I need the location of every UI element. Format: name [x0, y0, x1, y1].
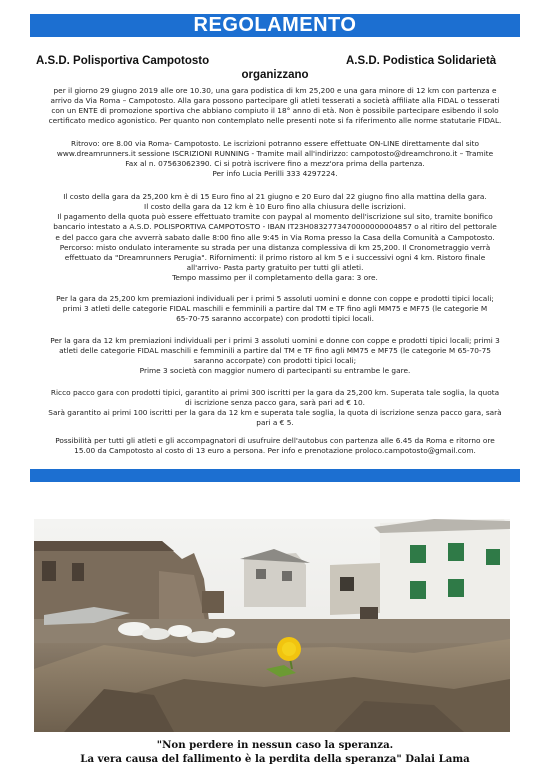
premi12-line: Per la gara da 12 km premiazioni individuali per i primi 3 assoluti uomini e donne con coppe e prodotti tipici locali; primi 3 — [50, 336, 500, 345]
premi12-line: saranno accorpate) con prodotti tipici locali; — [193, 356, 357, 366]
quote-line-2: La vera causa del fallimento è la perdita della speranza" Dalai Lama — [80, 753, 470, 765]
organizer-polisportiva: A.S.D. Polisportiva Campotosto — [36, 55, 210, 67]
premi25-line: primi 3 atleti delle categorie FIDAL maschili e femminili a partire dal TM e TF fino agli MM75 e MF75 (le categorie M — [62, 304, 488, 314]
costi-line: Il pagamento della quota può essere effettuato tramite con paypal al momento dell'iscrizione sul sito, tramite bonifico — [57, 212, 493, 222]
intro-line: arrivo da Via Roma – Campotosto. Alla gara possono partecipare gli atleti tesserati a società affiliate alla FIDAL o tesserati — [50, 96, 500, 106]
premi-25km-paragraph — [30, 294, 520, 324]
ritrovo-line: Ritrovo: ore 8.00 via Roma- Campotosto. Le iscrizioni potranno essere effettuate ON-LINE direttamente dal sito — [71, 139, 479, 148]
organizzano-label: organizzano — [241, 69, 309, 81]
costi-line: e del pacco gara che avverrà sabato dalle 8:00 fino alle 9:45 in Via Roma presso la Casa della Comunità a Campotosto. — [55, 232, 495, 242]
costi-line: bancario intestato a A.S.D. POLISPORTIVA CAMPOTOSTO - IBAN IT23H0832773470000000004857 o al ritiro del pettorale — [53, 222, 497, 232]
intro-line: per il giorno 29 giugno 2019 alle ore 10.30, una gara podistica di km 25,200 e una gara minore di 12 km con partenza e — [53, 86, 497, 95]
intro-paragraph — [30, 86, 520, 127]
organizer-podistica: A.S.D. Podistica Solidarietà — [346, 55, 497, 67]
pacco-line: di iscrizione senza pacco gara, sarà pari ad € 10. — [185, 398, 365, 408]
costi-paragraph — [30, 192, 520, 283]
blue-divider-bar — [30, 469, 520, 482]
ritrovo-paragraph — [30, 139, 520, 180]
bus-line: Possibilità per tutti gli atleti e gli accompagnatori di usufruire dell'autobus con partenza alle 6.45 da Roma e ritorno ore — [55, 436, 495, 445]
pacco-line: pari a € 5. — [256, 418, 294, 428]
ruined-village-photo — [34, 519, 510, 732]
pacco-gara-paragraph — [30, 388, 520, 429]
autobus-paragraph — [30, 436, 520, 456]
title-banner: REGOLAMENTO — [30, 14, 520, 37]
premi12-line: Prime 3 società con maggior numero di partecipanti su entrambe le gare. — [139, 366, 411, 376]
pacco-line: Ricco pacco gara con prodotti tipici, garantito ai primi 300 iscritti per la gara da 25,200 km. Superata tale soglia, la quota — [50, 388, 500, 397]
premi12-line: atleti delle categorie FIDAL maschili e femminili a partire dal TM e TF fino agli MM75 e MF75 (le categorie M 65-70-75 — [59, 346, 491, 356]
intro-line: con un ENTE di promozione sportiva che abbiano compiuto il 18° anno di età. Non è possibile partecipare esibendo il solo — [51, 106, 499, 116]
bus-line: 15.00 da Campotosto al costo di 13 euro a persona. Per info e prenotazione proloco.campotosto@gmail.com. — [74, 446, 476, 456]
costi-line: Tempo massimo per il completamento della gara: 3 ore. — [172, 273, 378, 283]
costi-line: Percorso: misto ondulato interamente su strada per una distanza complessiva di km 25,200. Il Cronometraggio verrà — [59, 242, 491, 252]
intro-line: certificato medico agonistico. Per quanto non contemplato nelle presenti note si fa riferimento alle norme statutarie FIDAL. — [48, 116, 502, 126]
premi25-line: 65-70-75 saranno accorpate) con prodotti tipici locali. — [176, 314, 374, 324]
costi-line: all'arrivo- Pasta party gratuito per tutti gli atleti. — [186, 263, 364, 273]
premi-12km-paragraph — [30, 336, 520, 377]
premi25-line: Per la gara da 25,200 km premiazioni individuali per i primi 5 assoluti uomini e donne con coppe e prodotti tipici locali; — [56, 294, 494, 303]
costi-line: Il costo della gara da 25,200 km è di 15 Euro fino al 21 giugno e 20 Euro dal 22 giugno fino alla mattina della gara. — [63, 192, 487, 201]
costi-line: effettuato da "Dreamrunners Perugia". Rifornimenti: il primo ristoro al km 5 e i successivi ogni 4 km. Ristoro finale — [64, 252, 486, 262]
ritrovo-line: Fax al n. 07563062390. Ci si potrà iscrivere fino a mezz'ora prima della partenza. — [125, 159, 425, 169]
ritrovo-line: www.dreamrunners.it sessione ISCRIZIONI RUNNING - Tramite mail all'indirizzo: campotosto@dreamchrono.it – Tramite — [56, 149, 494, 159]
quote-line-1: "Non perdere in nessun caso la speranza. — [156, 739, 394, 751]
village-photo-illustration — [34, 519, 510, 732]
costi-line: Il costo della gara da 12 km è 10 Euro fino alla chiusura delle iscrizioni. — [144, 202, 406, 212]
pacco-line: Sarà garantito ai primi 100 iscritti per la gara da 12 km e superata tale soglia, la quota di iscrizione senza pacco gara, sarà — [48, 408, 502, 418]
ritrovo-line: Per info Lucia Perilli 333 4297224. — [212, 169, 338, 179]
